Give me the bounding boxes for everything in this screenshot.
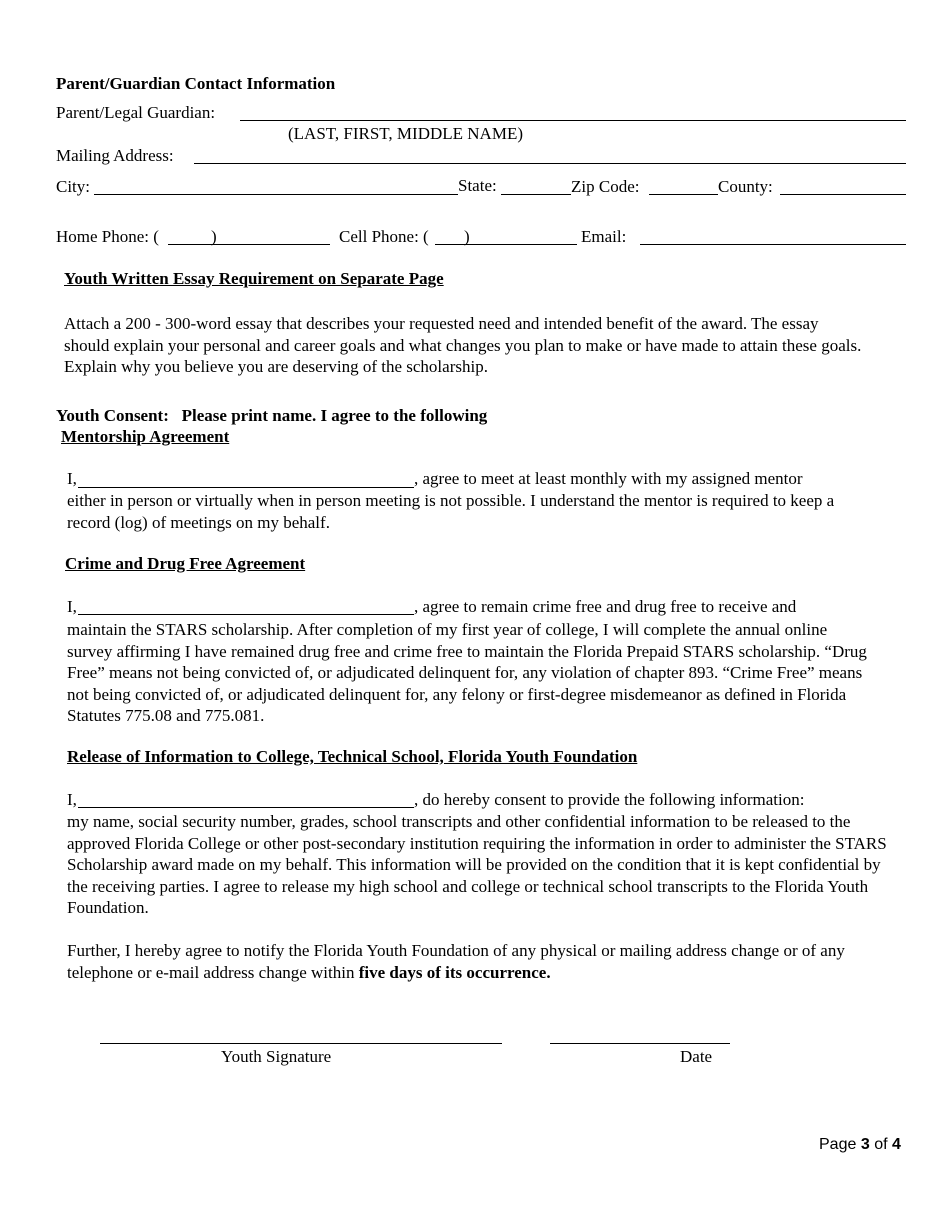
crime-text-line1: , agree to remain crime free and drug free to receive and [414, 597, 797, 616]
county-label: County: [718, 177, 773, 196]
home-phone-field[interactable] [168, 244, 330, 245]
mentorship-text-line1: , agree to meet at least monthly with my assigned mentor [414, 469, 803, 488]
mailing-address-label: Mailing Address: [56, 146, 174, 165]
date-line[interactable] [550, 1043, 730, 1044]
zip-code-label: Zip Code: [571, 177, 640, 196]
notification-text-main: Further, I hereby agree to notify the Florida Youth Foundation of any physical or mailing address change or of any telephone or e-mail address change within [67, 941, 845, 982]
city-field[interactable] [94, 194, 458, 195]
city-label: City: [56, 177, 91, 196]
release-prefix: I, [67, 790, 77, 809]
date-label: Date [680, 1047, 713, 1066]
release-heading: Release of Information to College, Technical School, Florida Youth Foundation [67, 747, 638, 766]
guardian-name-field[interactable] [240, 120, 906, 121]
home-phone-label: Home Phone: ( [56, 227, 159, 246]
consent-heading: Youth Consent: Please print name. I agree to the following [56, 406, 488, 425]
youth-signature-label: Youth Signature [221, 1047, 332, 1066]
crime-name-field[interactable] [78, 614, 414, 615]
crime-text: maintain the STARS scholarship. After completion of my first year of college, I will complete the annual online survey affirming I have remained drug free and crime free to maintain the Florida Prepaid STARS scholarship. “Drug Free” means not being convicted of, or adjudicated delinquent for, any violation of chapter 893. “Crime Free” means not being convicted of, or adjudicated delinquent for, any felony or first-degree misdemeanor as defined in Florida Statutes 775.08 and 775.081. [67, 620, 867, 725]
state-field[interactable] [501, 194, 571, 195]
email-field[interactable] [640, 244, 906, 245]
mentorship-name-field[interactable] [78, 487, 414, 488]
page-number [819, 1136, 901, 1154]
release-text-line1: , do hereby consent to provide the following information: [414, 790, 805, 809]
page-total: 4 [891, 1136, 901, 1153]
crime-drug-heading: Crime and Drug Free Agreement [65, 554, 306, 573]
county-field[interactable] [780, 194, 906, 195]
guardian-label: Parent/Legal Guardian: [56, 103, 216, 122]
state-label: State: [458, 176, 497, 195]
mailing-address-field[interactable] [194, 163, 906, 164]
crime-prefix: I, [67, 597, 77, 616]
email-label: Email: [581, 227, 627, 246]
page-current: 3 [860, 1136, 870, 1153]
of-word: of [874, 1136, 888, 1153]
contact-heading: Parent/Guardian Contact Information [56, 74, 336, 93]
cell-phone-paren: ) [464, 227, 470, 246]
youth-signature-line[interactable] [100, 1043, 502, 1044]
essay-heading: Youth Written Essay Requirement on Separate Page [64, 269, 444, 288]
release-name-field[interactable] [78, 807, 414, 808]
name-format-hint: (LAST, FIRST, MIDDLE NAME) [288, 124, 523, 143]
zip-code-field[interactable] [649, 194, 718, 195]
home-phone-paren: ) [211, 227, 217, 246]
mentorship-text: either in person or virtually when in person meeting is not possible. I understand the mentor is required to keep a record (log) of meetings on my behalf. [67, 491, 835, 532]
page-word: Page [819, 1136, 857, 1153]
notification-text [67, 940, 887, 983]
cell-phone-label: Cell Phone: ( [339, 227, 429, 246]
mentorship-heading: Mentorship Agreement [61, 427, 230, 446]
notification-text-bold: five days of its occurrence. [358, 962, 551, 982]
release-text: my name, social security number, grades, school transcripts and other confidential information to be released to the approved Florida College or other post-secondary institution requiring the information in order to administer the STARS Scholarship award made on my behalf. This information will be provided on the condition that it is kept confidential by the receiving parties. I agree to release my high school and college or technical school transcripts to the Florida Youth Foundation. [67, 812, 887, 917]
essay-instructions: Attach a 200 - 300-word essay that describes your requested need and intended benefit of the award. The essay should explain your personal and career goals and what changes you plan to make or have made to attain these goals. Explain why you believe you are deserving of the scholarship. [64, 314, 862, 376]
mentorship-prefix: I, [67, 469, 77, 488]
cell-phone-field[interactable] [435, 244, 577, 245]
